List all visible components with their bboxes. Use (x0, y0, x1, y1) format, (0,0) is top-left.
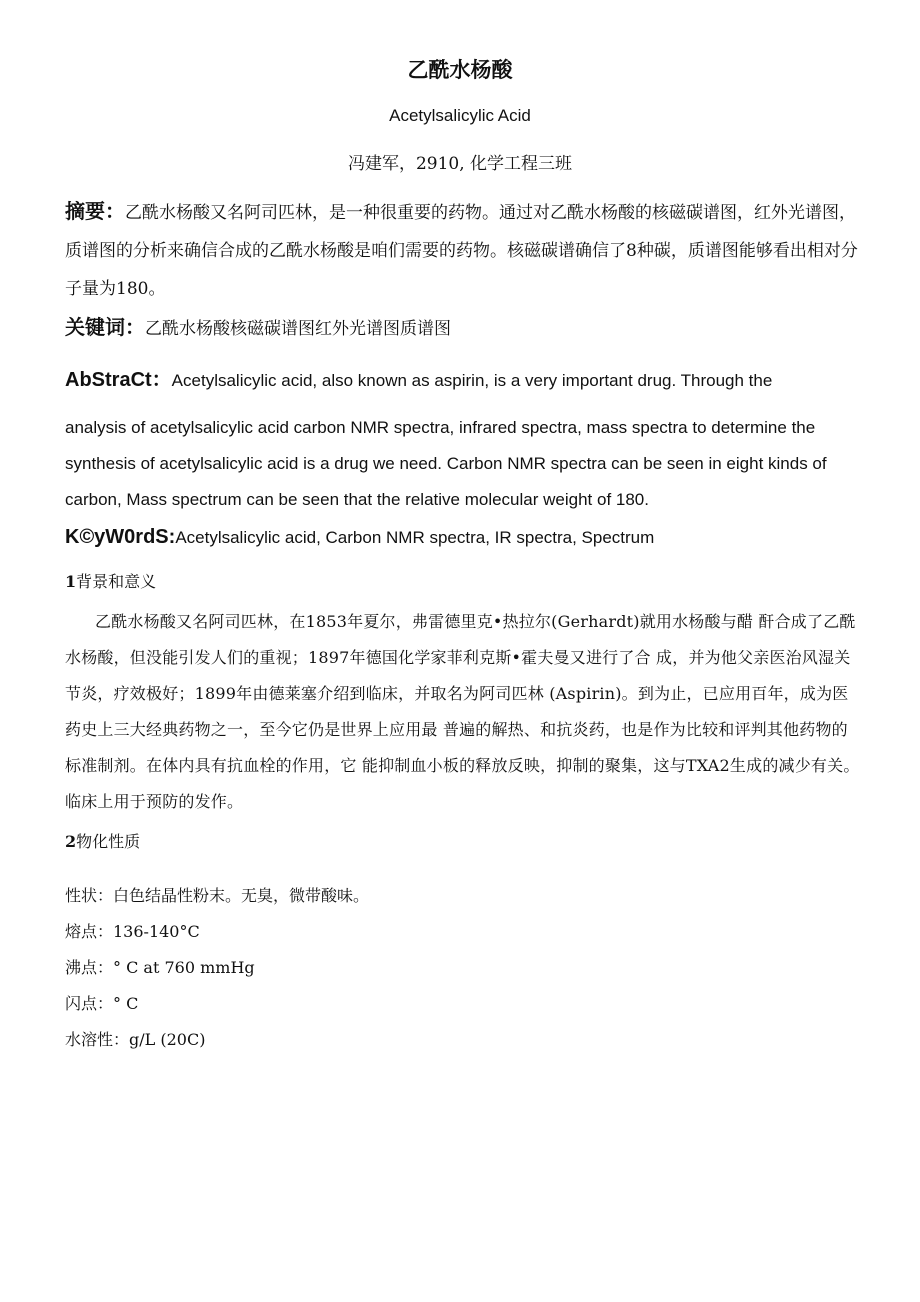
abstract-en-text: analysis of acetylsalicylic acid carbon NMR spectra, infrared spectra, mass spectra to determine the synthesis of acetylsalicylic acid is a drug we need. Carbon NMR spectra can be seen in eight kinds of carbon, Mass spectrum can be seen that the relative molecular weight of 180. (65, 418, 827, 509)
abstract-en-label: AbStraCt： (65, 369, 172, 391)
section-1-body: 乙酰水杨酸又名阿司匹林，在1853年夏尔，弗雷德里克•热拉尔(Gerhardt)就用水杨酸与醋 酐合成了乙酰水杨酸，但没能引发人们的重视；1897年德国化学家菲利克斯•霍夫曼又进行了合 成，并为他父亲医治风湿关节炎，疗效极好；1899年由德莱塞介绍到临床，并取名为阿司匹林 (Aspirin)。到为止，已应用百年，成为医药史上三大经典药物之一，至今它仍是世界上应用最 普遍的解热、和抗炎药，也是作为比较和评判其他药物的标准制剂。在体内具有抗血栓的作用，它 能抑制血小板的释放反映，抑制的聚集，这与TXA2生成的减少有关。临床上用于预防的发作。 (65, 612, 860, 811)
abstract-en-line1: Acetylsalicylic acid, also known as aspirin, is a very important drug. Through the (171, 371, 773, 390)
section-1-title: 背景和意义 (76, 572, 157, 591)
abstract-cn-label: 摘要： (65, 199, 125, 223)
keywords-en-text: Acetylsalicylic acid, Carbon NMR spectra, IR spectra, Spectrum (175, 528, 655, 547)
property-flash-point: 闪点：° C (65, 994, 139, 1013)
author-line: 冯建军，2910, 化学工程三班 (347, 154, 573, 174)
keywords-en (65, 522, 885, 553)
property-water-solubility: 水溶性：g/L (20C) (65, 1030, 206, 1049)
keywords-cn (65, 312, 865, 344)
abstract-cn-text: 乙酰水杨酸又名阿司匹林，是一种很重要的药物。通过对乙酰水杨酸的核磁碳谱图，红外光谱图，质谱图的分析来确信合成的乙酰水杨酸是咱们需要的药物。核磁碳谱确信了8种碳，质谱图能够看出相对分子量为180。 (65, 203, 858, 299)
section-2-heading (65, 830, 140, 854)
keywords-en-label: K©yW0rdS: (65, 526, 176, 548)
section-1-heading (65, 570, 156, 594)
section-1-number: 1 (65, 572, 77, 591)
abstract-en-first-line (65, 362, 865, 399)
page-title: 乙酰水杨酸 (407, 58, 513, 82)
page-subtitle: Acetylsalicylic Acid (389, 106, 531, 125)
property-appearance: 性状：白色结晶性粉末。无臭，微带酸味。 (65, 886, 370, 905)
section-2-number: 2 (65, 832, 77, 851)
keywords-cn-text: 乙酰水杨酸核磁碳谱图红外光谱图质谱图 (145, 319, 451, 339)
property-melting-point: 熔点：136-140°C (65, 922, 200, 941)
properties-list (65, 878, 863, 1058)
property-boiling-point: 沸点：° C at 760 mmHg (65, 958, 255, 977)
abstract-en (65, 362, 865, 518)
abstract-cn (65, 192, 865, 308)
section-2-title: 物化性质 (76, 832, 141, 851)
keywords-cn-label: 关键词： (65, 315, 145, 339)
